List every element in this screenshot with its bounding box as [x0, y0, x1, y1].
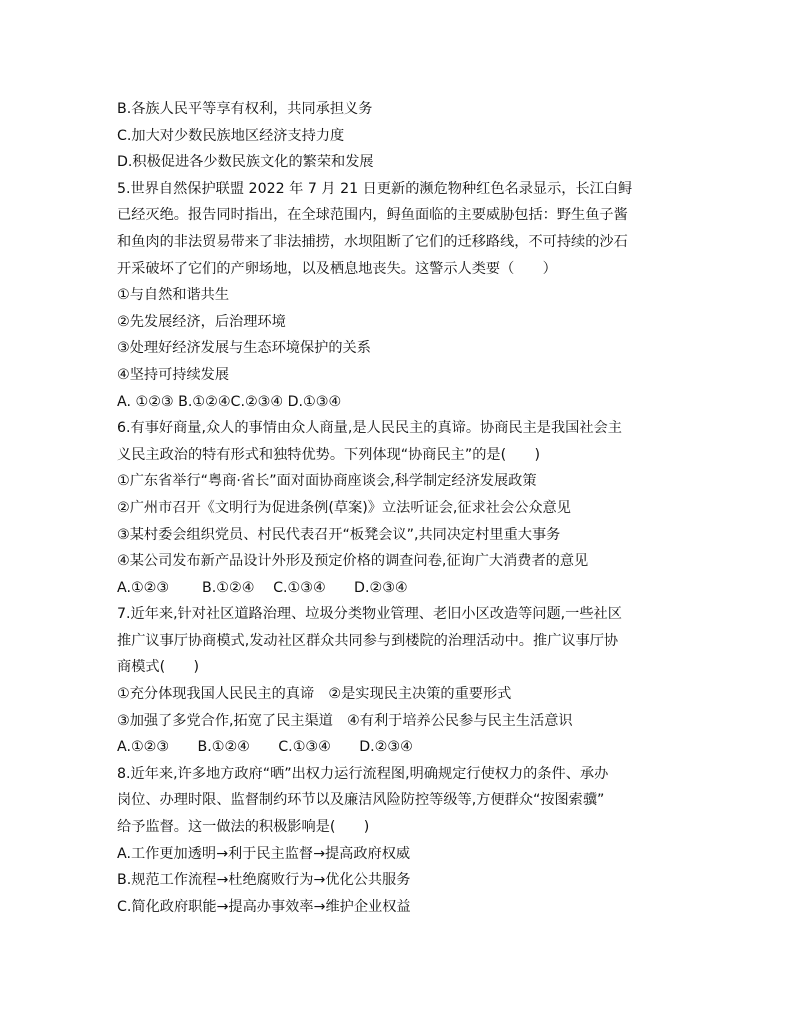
q6-statement-1: ①广东省举行“粤商·省长”面对面协商座谈会,科学制定经济发展政策: [117, 473, 537, 490]
q6-statement-2: ②广州市召开《文明行为促进条例(草案)》立法听证会,征求社会公众意见: [117, 499, 571, 516]
q6-options: A.①②③ B.①②④ C.①③④ D.②③④: [117, 579, 408, 596]
q7-options: A.①②③ B.①②④ C.①③④ D.②③④: [117, 739, 413, 756]
question-5-stem-line-1: 5.世界自然保护联盟 2022 年 7 月 21 日更新的濒危物种红色名录显示，长江白鲟: [117, 180, 633, 197]
q5-statement-4: ④坚持可持续发展: [117, 366, 230, 383]
q5-statement-1: ①与自然和谐共生: [117, 287, 230, 304]
question-5-stem-line-4: 开采破坏了它们的产卵场地，以及栖息地丧失。这警示人类要（ ）: [117, 260, 557, 277]
question-6-stem-line-2: 义民主政治的特有形式和独特优势。下列体现“协商民主”的是( ): [117, 446, 541, 463]
document-page: [117, 96, 677, 920]
q8-option-a: A.工作更加透明→利于民主监督→提高政府权威: [117, 845, 411, 862]
question-6-stem-line-1: 6.有事好商量,众人的事情由众人商量,是人民民主的真谛。协商民主是我国社会主: [117, 420, 622, 437]
question-8-stem-line-3: 给予监督。这一做法的积极影响是( ): [117, 819, 370, 836]
q6-statement-4: ④某公司发布新产品设计外形及预定价格的调查问卷,征询广大消费者的意见: [117, 553, 589, 570]
q5-options: A. ①②③ B.①②④C.②③④ D.①③④: [117, 393, 342, 410]
q6-statement-3: ③某村委会组织党员、村民代表召开“板凳会议”,共同决定村里重大事务: [117, 526, 561, 543]
q5-statement-2: ②先发展经济，后治理环境: [117, 313, 286, 330]
question-7-stem-line-3: 商模式( ): [117, 659, 200, 676]
q8-option-c: C.简化政府职能→提高办事效率→维护企业权益: [117, 898, 411, 915]
question-5-stem-line-2: 已经灭绝。报告同时指出，在全球范围内，鲟鱼面临的主要威胁包括：野生鱼子酱: [117, 207, 628, 224]
option-d-q4: D.积极促进各少数民族文化的繁荣和发展: [117, 154, 374, 171]
question-7-stem-line-2: 推广议事厅协商模式,发动社区群众共同参与到楼院的治理活动中。推广议事厅协: [117, 632, 619, 649]
q8-option-b: B.规范工作流程→杜绝腐败行为→优化公共服务: [117, 872, 411, 889]
question-7-stem-line-1: 7.近年来,针对社区道路治理、垃圾分类物业管理、老旧小区改造等问题,一些社区: [117, 606, 622, 623]
option-b-q4: B.各族人民平等享有权利，共同承担义务: [117, 101, 373, 117]
q5-statement-3: ③处理好经济发展与生态环境保护的关系: [117, 340, 371, 357]
q7-statements-1-2: ①充分体现我国人民民主的真谛 ②是实现民主决策的重要形式: [117, 686, 512, 703]
question-5-stem-line-3: 和鱼肉的非法贸易带来了非法捕捞，水坝阻断了它们的迁移路线，不可持续的沙石: [117, 233, 628, 250]
option-c-q4: C.加大对少数民族地区经济支持力度: [117, 127, 345, 144]
q7-statements-3-4: ③加强了多党合作,拓宽了民主渠道 ④有利于培养公民参与民主生活意识: [117, 712, 573, 729]
question-8-stem-line-2: 岗位、办理时限、监督制约环节以及廉洁风险防控等级等,方便群众“按图索骥”: [117, 792, 605, 809]
question-8-stem-line-1: 8.近年来,许多地方政府“晒”出权力运行流程图,明确规定行使权力的条件、承办: [117, 765, 609, 782]
